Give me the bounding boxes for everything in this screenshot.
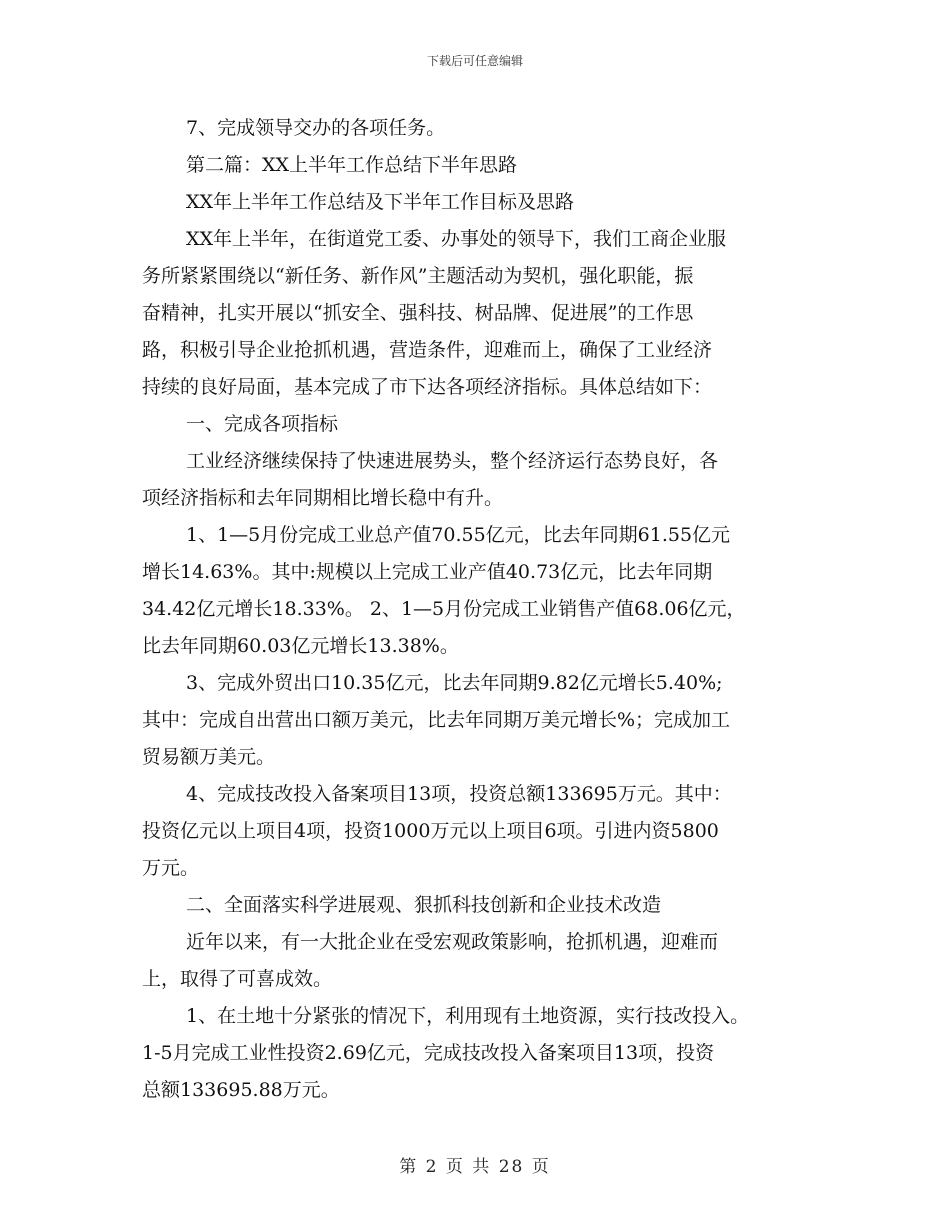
text-line: 3、完成外贸出口10.35亿元，比去年同期9.82亿元增长5.40%; [186, 672, 723, 694]
text-line: 其中：完成自出营出口额万美元，比去年同期万美元增长%；完成加工 [142, 709, 731, 731]
text-line: 路，积极引导企业抢抓机遇，营造条件，迎难而上，确保了工业经济 [142, 339, 713, 361]
text-line: 比去年同期60.03亿元增长13.38%。 [142, 635, 459, 657]
text-line: 二、全面落实科学进展观、狠抓科技创新和企业技术改造 [186, 894, 662, 916]
text-line: XX年上半年，在街道党工委、办事处的领导下，我们工商企业服 [186, 228, 727, 250]
text-line: 万元。 [142, 857, 200, 879]
text-line: 项经济指标和去年同期相比增长稳中有升。 [142, 487, 504, 509]
text-line: 1-5月完成工业性投资2.69亿元，完成技改投入备案项目13项，投资 [142, 1042, 715, 1064]
text-line: 奋精神，扎实开展以“抓安全、强科技、树品牌、促进展”的工作思 [142, 302, 694, 324]
text-line: 4、完成技改投入备案项目13项，投资总额133695万元。其中： [186, 783, 732, 805]
text-line: 第二篇：XX上半年工作总结下半年思路 [186, 154, 518, 176]
text-line: 贸易额万美元。 [142, 746, 276, 768]
text-line: XX年上半年工作总结及下半年工作目标及思路 [186, 191, 575, 213]
text-line: 1、在土地十分紧张的情况下，利用现有土地资源，实行技改投入。 [186, 1005, 750, 1027]
text-line: 增长14.63%。其中:规模以上完成工业产值40.73亿元，比去年同期 [142, 561, 713, 583]
page-number-footer: 第 2 页 共 28 页 [399, 1157, 551, 1177]
text-line: 1、1—5月份完成工业总产值70.55亿元，比去年同期61.55亿元 [186, 524, 731, 546]
text-line: 近年以来，有一大批企业在受宏观政策影响，抢抓机遇，迎难而 [186, 931, 719, 953]
text-line: 工业经济继续保持了快速进展势头，整个经济运行态势良好，各 [186, 450, 719, 472]
text-line: 总额133695.88万元。 [142, 1079, 340, 1101]
text-line: 务所紧紧围绕以“新任务、新作风”主题活动为契机，强化职能，振 [142, 265, 694, 287]
text-line: 持续的良好局面，基本完成了市下达各项经济指标。具体总结如下： [142, 376, 713, 398]
document-body [142, 110, 822, 1109]
text-line: 34.42亿元增长18.33%。 2、1—5月份完成工业销售产值68.06亿元， [142, 598, 746, 620]
text-line: 投资亿元以上项目4项，投资1000万元以上项目6项。引进内资5800 [142, 820, 719, 842]
page-header: 下载后可任意编辑 [426, 54, 523, 68]
text-line: 上，取得了可喜成效。 [142, 968, 333, 990]
text-line: 一、完成各项指标 [186, 413, 339, 435]
text-line: 7、完成领导交办的各项任务。 [186, 117, 446, 139]
